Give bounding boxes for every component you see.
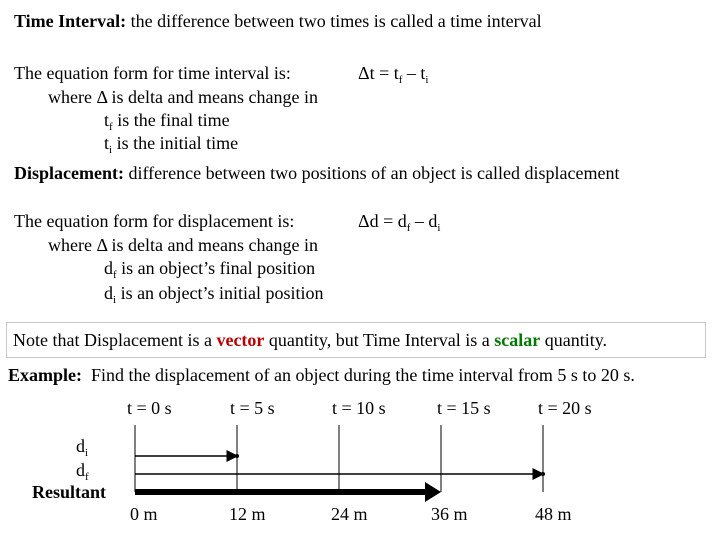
tf-symbol: t: [104, 110, 110, 130]
time-interval-equation-intro: The equation form for time interval is:: [14, 63, 291, 83]
time-interval-definition-text: the difference between two times is called a time interval: [126, 11, 542, 31]
time-label-15: t = 15 s: [437, 398, 491, 418]
ti-text: is the initial time: [112, 133, 239, 153]
diagram-marks: [135, 425, 545, 502]
tf-text: is the final time: [112, 110, 230, 130]
note-part-2: quantity, but Time Interval is a: [264, 330, 495, 350]
di-text: is an object’s initial position: [116, 283, 324, 303]
subscript-i: i: [437, 222, 441, 234]
subscript-f: f: [398, 74, 403, 86]
equation-lhs: Δd = d: [358, 211, 407, 231]
equation-lhs: Δt = t: [358, 63, 399, 83]
subscript-f: f: [406, 222, 411, 234]
time-label-20: t = 20 s: [538, 398, 592, 418]
df-symbol: d: [104, 258, 113, 278]
row-label-resultant: Resultant: [32, 482, 107, 502]
ti-subscript: i: [109, 144, 113, 156]
displacement-term: Displacement:: [14, 163, 124, 183]
note-part-1: Note that Displacement is a: [13, 330, 217, 350]
displacement-definition-text: difference between two positions of an object is called displacement: [123, 163, 620, 183]
di-endpoint: [235, 454, 239, 458]
time-interval-where-line: where Δ is delta and means change in: [48, 87, 318, 107]
equation-minus: – t: [402, 63, 426, 83]
displacement-where-line: where Δ is delta and means change in: [48, 235, 318, 255]
position-label-0: 0 m: [130, 504, 158, 524]
note-part-3: quantity.: [540, 330, 608, 350]
tf-subscript: f: [109, 121, 113, 133]
displacement-equation-intro: The equation form for displacement is:: [14, 211, 295, 231]
equation-minus: – d: [410, 211, 438, 231]
scalar-word: scalar: [494, 330, 541, 350]
di-row-subscript: i: [85, 447, 89, 459]
example-label: Example:: [8, 365, 82, 385]
di-subscript: i: [113, 294, 117, 306]
df-row-subscript: f: [85, 471, 89, 483]
subscript-i: i: [425, 74, 429, 86]
position-label-48: 48 m: [535, 504, 572, 524]
time-label-0: t = 0 s: [127, 398, 172, 418]
df-text: is an object’s final position: [116, 258, 316, 278]
time-label-5: t = 5 s: [230, 398, 275, 418]
df-subscript: f: [113, 269, 117, 281]
ti-symbol: t: [104, 133, 110, 153]
example-text: Find the displacement of an object during the time interval from 5 s to 20 s.: [82, 365, 635, 385]
df-row-symbol: d: [76, 460, 85, 480]
position-label-24: 24 m: [331, 504, 368, 524]
df-endpoint: [541, 472, 545, 476]
time-interval-term: Time Interval:: [14, 11, 127, 31]
di-row-symbol: d: [76, 436, 85, 456]
time-label-10: t = 10 s: [332, 398, 386, 418]
resultant-arrowhead: [425, 482, 441, 502]
position-label-36: 36 m: [431, 504, 468, 524]
vector-word: vector: [216, 330, 265, 350]
position-label-12: 12 m: [229, 504, 266, 524]
di-symbol: d: [104, 283, 113, 303]
